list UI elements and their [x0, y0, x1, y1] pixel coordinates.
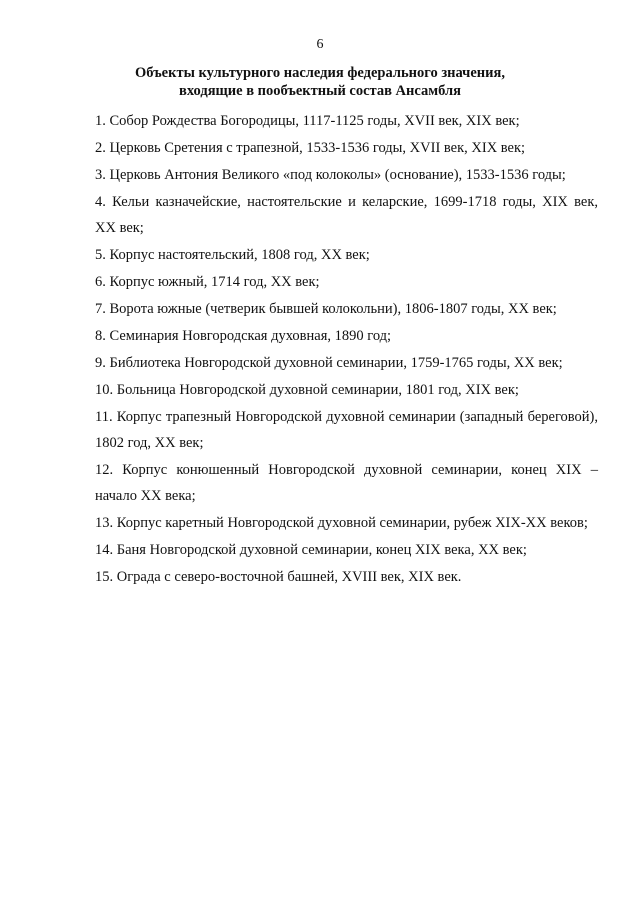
list-item: 2. Церковь Сретения с трапезной, 1533-1536 годы, XVII век, XIX век;	[95, 140, 526, 156]
list-item: 5. Корпус настоятельский, 1808 год, XX век;	[95, 247, 370, 263]
list-item: 8. Семинария Новгородская духовная, 1890 год;	[95, 328, 392, 344]
page-number: 6	[316, 37, 324, 52]
heritage-objects-list	[95, 108, 598, 591]
list-item: 1. Собор Рождества Богородицы, 1117-1125 годы, XVII век, XIX век;	[95, 113, 520, 129]
list-item: 14. Баня Новгородской духовной семинарии, конец XIX века, XX век;	[95, 542, 527, 558]
list-item: 11. Корпус трапезный Новгородской духовной семинарии (западный береговой), 1802 год, XX век;	[95, 409, 598, 451]
document-title: Объекты культурного наследия федерального значения, входящие в пообъектный состав Ансамбля	[135, 65, 505, 99]
list-item: 15. Ограда с северо-восточной башней, XVIII век, XIX век.	[95, 569, 462, 585]
list-item: 9. Библиотека Новгородской духовной семинарии, 1759-1765 годы, XX век;	[95, 355, 563, 371]
list-item: 3. Церковь Антония Великого «под колоколы» (основание), 1533-1536 годы;	[95, 167, 566, 183]
list-item: 6. Корпус южный, 1714 год, XX век;	[95, 274, 320, 290]
list-item: 4. Кельи казначейские, настоятельские и келарские, 1699-1718 годы, XIX век, XX век;	[95, 194, 598, 236]
list-item: 10. Больница Новгородской духовной семинарии, 1801 год, XIX век;	[95, 382, 519, 398]
list-item: 13. Корпус каретный Новгородской духовной семинарии, рубеж XIX-XX веков;	[95, 515, 588, 531]
list-item: 12. Корпус конюшенный Новгородской духовной семинарии, конец XIX – начало XX века;	[95, 462, 598, 504]
list-item: 7. Ворота южные (четверик бывшей колокольни), 1806-1807 годы, XX век;	[95, 301, 557, 317]
